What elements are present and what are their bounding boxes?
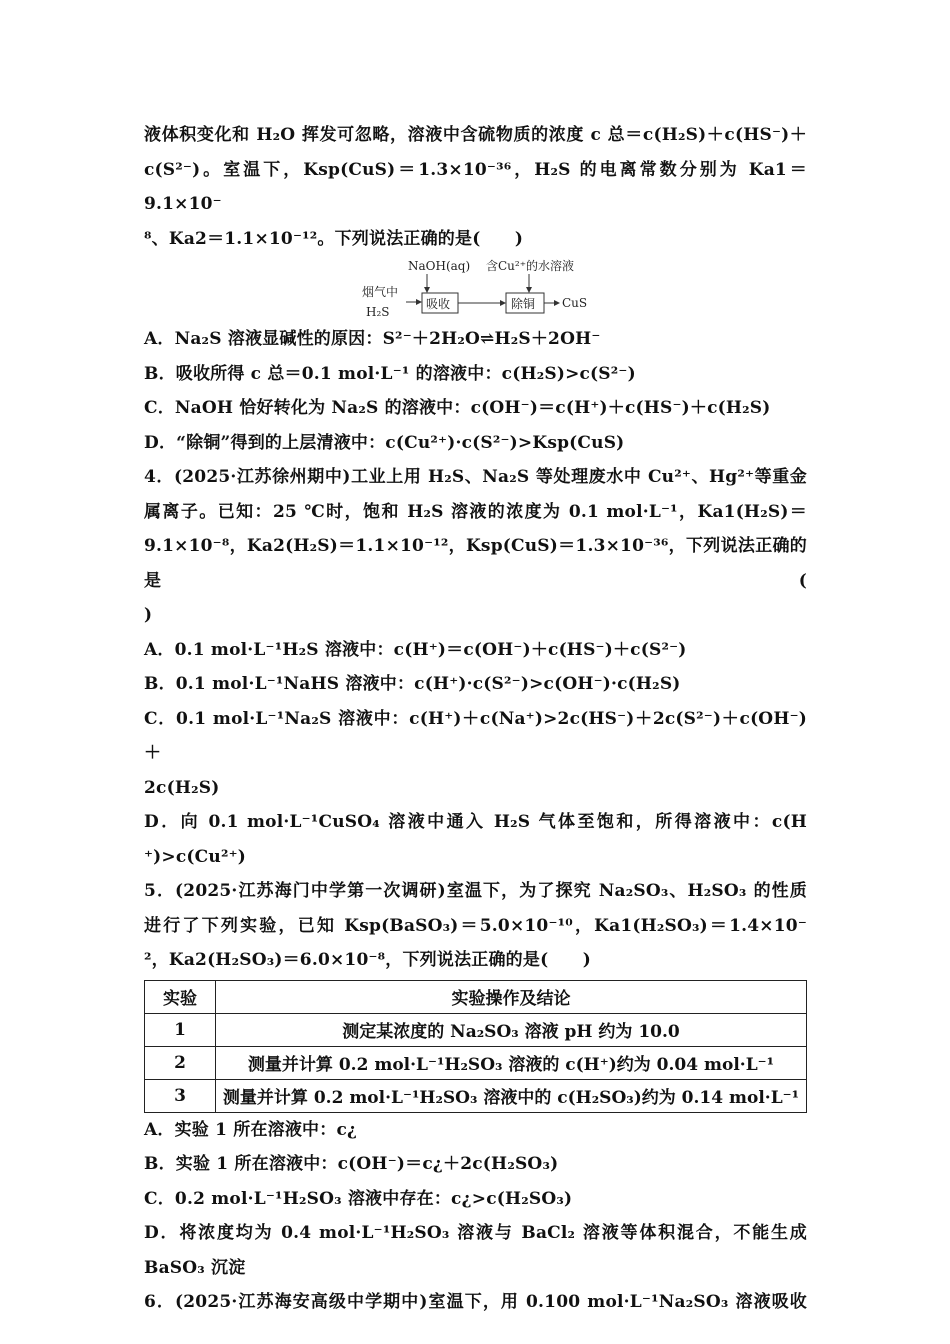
table-cell: 2 [145,1046,216,1079]
question-4-line: 属离子。已知：25 ℃时，饱和 H₂S 溶液的浓度为 0.1 mol·L⁻¹，Ka1(H₂S)＝ [144,501,807,522]
question-5-line: 进行了下列实验，已知 Ksp(BaSO₃)＝5.0×10⁻¹⁰，Ka1(H₂SO₃)＝1.4×10⁻ [144,915,807,936]
table-row [145,1046,807,1079]
question-5-line: ²，Ka2(H₂SO₃)＝6.0×10⁻⁸，下列说法正确的是( ) [144,950,591,970]
question-4-line: 4．(2025·江苏徐州期中)工业上用 H₂S、Na₂S 等处理废水中 Cu²⁺、Hg²⁺等重金 [144,467,807,487]
option-d-continued: BaSO₃ 沉淀 [144,1257,246,1278]
option-d: D．将浓度均为 0.4 mol·L⁻¹H₂SO₃ 溶液与 BaCl₂ 溶液等体积混合，不能生成 [144,1223,807,1243]
reagent-cu-label: 含Cu²⁺的水溶液 [486,259,575,273]
header-operation: 实验操作及结论 [216,980,807,1013]
absorb-box-label: 吸收 [426,297,451,311]
document-page [144,118,807,1320]
question-5-line: 5．(2025·江苏海门中学第一次调研)室温下，为了探究 Na₂SO₃、H₂SO₃ 的性质 [144,881,807,901]
question-6-line: 6．(2025·江苏海安高级中学期中)室温下，用 0.100 mol·L⁻¹Na₂SO₃ 溶液吸收 [144,1292,807,1312]
option-c: C．0.2 mol·L⁻¹H₂SO₃ 溶液中存在：c¿>c(H₂SO₃) [144,1188,573,1209]
question-4-line: ) [144,605,153,625]
option-b: B．实验 1 所在溶液中：c(OH⁻)＝c¿＋2c(H₂SO₃) [144,1154,559,1174]
option-b: B．吸收所得 c 总＝0.1 mol·L⁻¹ 的溶液中：c(H₂S)>c(S²⁻) [144,363,636,384]
option-d-continued: ⁺)>c(Cu²⁺) [144,846,247,867]
question-4-line: 9.1×10⁻⁸，Ka2(H₂S)＝1.1×10⁻¹²，Ksp(CuS)＝1.3×10⁻³⁶，下列说法正确的是( [144,536,807,591]
option-b: B．0.1 mol·L⁻¹NaHS 溶液中：c(H⁺)·c(S²⁻)>c(OH⁻)·c(H₂S) [144,674,681,694]
option-c-continued: 2c(H₂S) [144,777,220,798]
option-a: A．实验 1 所在溶液中：c¿ [144,1119,358,1140]
table-cell: 测定某浓度的 Na₂SO₃ 溶液 pH 约为 10.0 [216,1013,807,1046]
table-cell: 3 [145,1079,216,1112]
input-label-2: H₂S [366,305,390,319]
reagent-naoh-label: NaOH(aq) [408,259,471,273]
text-line: 液体积变化和 H₂O 挥发可忽略，溶液中含硫物质的浓度 c 总＝c(H₂S)＋c(HS⁻)＋ [144,125,807,145]
table-cell: 测量并计算 0.2 mol·L⁻¹H₂SO₃ 溶液的 c(H⁺)约为 0.04 mol·L⁻¹ [216,1046,807,1079]
option-c: C．NaOH 恰好转化为 Na₂S 的溶液中：c(OH⁻)＝c(H⁺)＋c(HS⁻)＋c(H₂S) [144,398,771,418]
table-header-row [145,980,807,1013]
option-d: D．向 0.1 mol·L⁻¹CuSO₄ 溶液中通入 H₂S 气体至饱和，所得溶液中：c(H [144,812,807,832]
option-a: A．0.1 mol·L⁻¹H₂S 溶液中：c(H⁺)＝c(OH⁻)＋c(HS⁻)＋c(S²⁻) [144,639,687,660]
option-c: C．0.1 mol·L⁻¹Na₂S 溶液中：c(H⁺)＋c(Na⁺)>2c(HS⁻)＋2c(S²⁻)＋c(OH⁻)＋ [144,708,807,763]
table-cell: 1 [145,1013,216,1046]
option-d: D．“除铜”得到的上层清液中：c(Cu²⁺)·c(S²⁻)>Ksp(CuS) [144,432,625,453]
text-line: ⁸、Ka2＝1.1×10⁻¹²。下列说法正确的是( ) [144,228,524,249]
experiment-table [144,980,807,1113]
table-cell: 测量并计算 0.2 mol·L⁻¹H₂SO₃ 溶液中的 c(H₂SO₃)约为 0.14 mol·L⁻¹ [216,1079,807,1112]
table-row [145,1079,807,1112]
text-line: c(S²⁻)。室温下，Ksp(CuS)＝1.3×10⁻³⁶，H₂S 的电离常数分别为 Ka1＝9.1×10⁻ [144,159,807,214]
header-experiment: 实验 [145,980,216,1013]
output-label: CuS [562,296,588,310]
process-flow-diagram [144,256,807,322]
option-a: A．Na₂S 溶液显碱性的原因：S²⁻＋2H₂O⇌H₂S＋2OH⁻ [144,329,601,349]
remove-copper-box-label: 除铜 [511,297,536,311]
table-row [145,1013,807,1046]
input-label-1: 烟气中 [362,285,399,299]
